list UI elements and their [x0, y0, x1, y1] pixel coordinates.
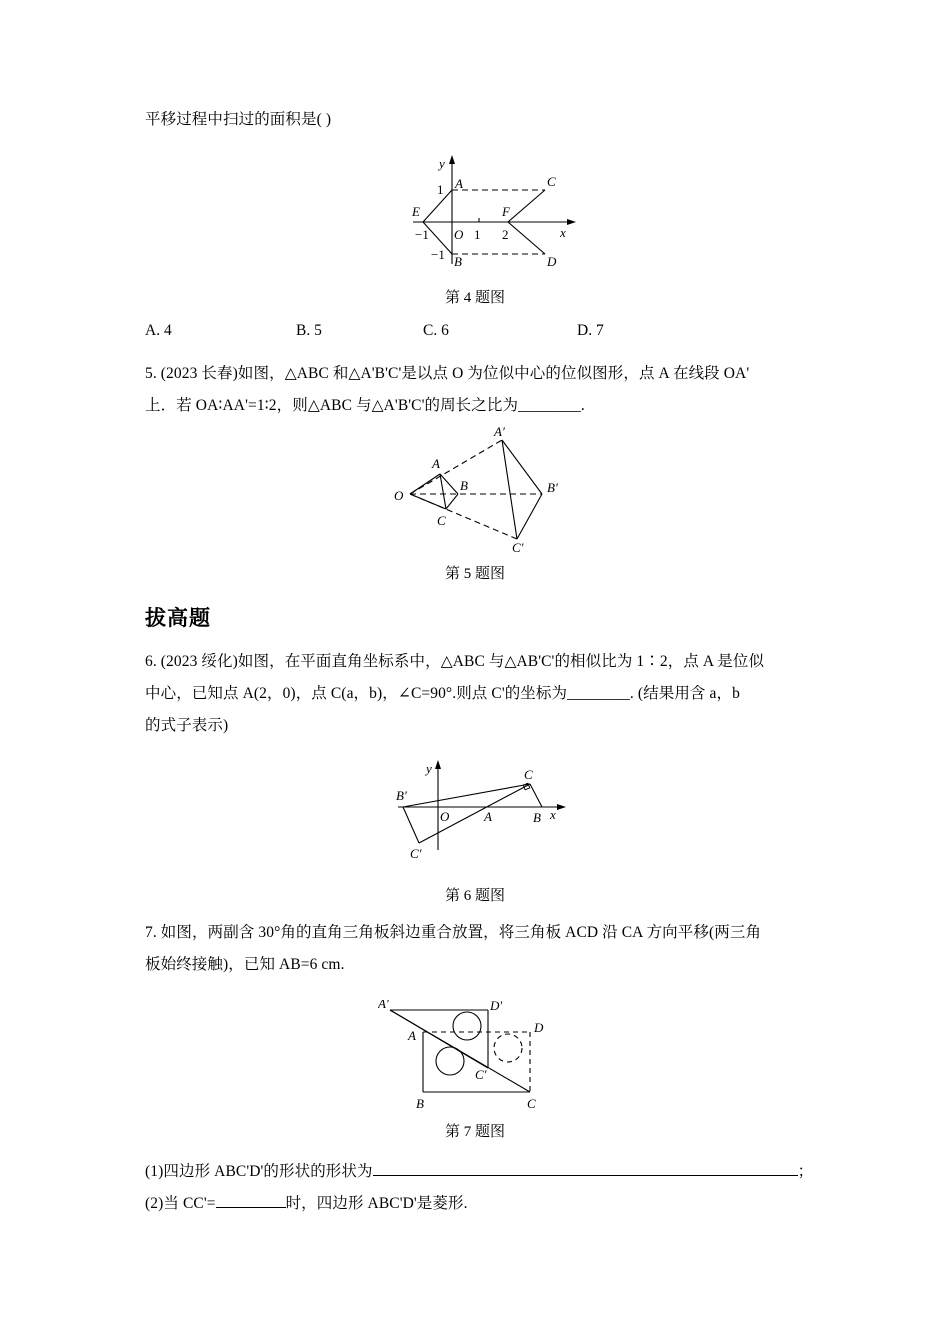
q7-sub2: [145, 1192, 468, 1212]
q7-sub1: [145, 1160, 813, 1180]
q4-stem-tail: 平移过程中扫过的面积是( ): [145, 111, 332, 128]
svg-text:C′: C′: [410, 846, 422, 861]
svg-text:D: D: [534, 1020, 544, 1035]
q5-caption: 第 5 题图: [444, 566, 505, 582]
svg-text:−1: −1: [415, 227, 429, 242]
q4-figure: [395, 152, 595, 272]
svg-text:y: y: [426, 761, 432, 776]
svg-text:O: O: [440, 809, 450, 824]
svg-text:B: B: [533, 810, 541, 825]
svg-text:C: C: [527, 1096, 536, 1111]
q6-figure-svg: [378, 755, 578, 870]
svg-text:C′: C′: [512, 540, 524, 552]
q7-sub1-blank[interactable]: [373, 1160, 798, 1176]
q6-figure: [378, 755, 578, 870]
svg-text:x: x: [550, 807, 556, 822]
svg-text:C: C: [524, 767, 533, 782]
svg-text:B: B: [416, 1096, 424, 1111]
svg-text:F: F: [502, 204, 510, 219]
q4-figure-svg: [395, 152, 595, 272]
q4-option-c[interactable]: C. 6: [423, 322, 449, 339]
svg-text:B: B: [460, 478, 468, 493]
q4-option-b[interactable]: B. 5: [296, 322, 322, 339]
svg-text:B′: B′: [396, 788, 407, 803]
q5-figure: [390, 422, 580, 552]
svg-text:A: A: [484, 809, 492, 824]
svg-text:C: C: [437, 513, 446, 528]
q7-figure: [378, 1000, 578, 1118]
svg-text:A: A: [455, 176, 463, 191]
svg-text:B′: B′: [547, 480, 558, 495]
q6-caption: 第 6 题图: [444, 888, 505, 904]
section-heading: 拔高题: [145, 606, 211, 630]
q4-option-d[interactable]: D. 7: [577, 322, 604, 339]
q6-stem-line1: 6. (2023 绥化)如图，在平面直角坐标系中，△ABC 与△AB'C'的相似比为 1∶2，点 A 是位似: [145, 653, 765, 670]
svg-text:A: A: [408, 1028, 416, 1043]
q7-sub1-pre: (1)四边形 ABC'D'的形状的形状为: [145, 1163, 373, 1180]
svg-text:2: 2: [502, 227, 509, 242]
q7-sub2-blank[interactable]: [216, 1192, 286, 1208]
q4-option-a[interactable]: A. 4: [145, 322, 172, 339]
svg-text:C: C: [547, 174, 556, 189]
svg-text:A: A: [432, 456, 440, 471]
q6-stem-line3: 的式子表示): [145, 717, 229, 734]
q7-sub2-mid: 时，四边形 ABC'D'是菱形.: [285, 1195, 468, 1212]
svg-text:A′: A′: [378, 1000, 389, 1011]
svg-text:−1: −1: [431, 247, 445, 262]
q7-stem-line1: 7. 如图，两副含 30°角的直角三角板斜边重合放置，将三角板 ACD 沿 CA 方向平移(两三角: [145, 924, 762, 941]
q4-caption: 第 4 题图: [444, 290, 505, 306]
q7-stem-line2: 板始终接触)，已知 AB=6 cm.: [145, 956, 345, 973]
q5-stem-line2: 上．若 OA∶AA'=1∶2，则△ABC 与△A'B'C'的周长之比为________.: [145, 397, 585, 414]
svg-text:D: D: [547, 254, 557, 269]
svg-text:O: O: [394, 488, 404, 503]
q7-sub2-pre: (2)当 CC'=: [145, 1195, 216, 1212]
q6-stem-line2: 中心，已知点 A(2，0)，点 C(a，b)，∠C=90°.则点 C'的坐标为________. (结果用含 a，b: [145, 685, 740, 702]
svg-text:1: 1: [474, 227, 481, 242]
svg-text:C′: C′: [475, 1067, 487, 1082]
svg-text:A′: A′: [494, 424, 505, 439]
svg-text:x: x: [560, 225, 566, 240]
q5-figure-svg: [390, 422, 580, 552]
q7-figure-svg: [378, 1000, 578, 1118]
svg-text:D′: D′: [490, 1000, 503, 1013]
svg-text:1: 1: [437, 182, 444, 197]
svg-text:y: y: [439, 156, 445, 171]
svg-text:E: E: [412, 204, 420, 219]
svg-text:B: B: [454, 254, 462, 269]
q7-sub1-post: ；: [797, 1163, 814, 1180]
svg-text:O: O: [454, 227, 464, 242]
q5-stem-line1: 5. (2023 长春)如图，△ABC 和△A'B'C'是以点 O 为位似中心的位似图形，点 A 在线段 OA': [145, 365, 750, 382]
q7-caption: 第 7 题图: [444, 1124, 505, 1140]
